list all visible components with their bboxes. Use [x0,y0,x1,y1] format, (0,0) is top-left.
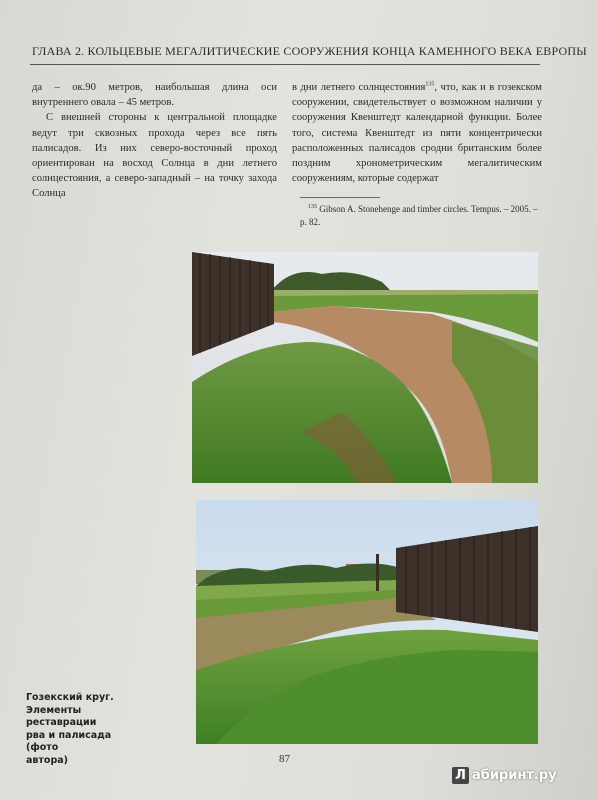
labirint-watermark [452,767,557,784]
labirint-logo-icon: Л [452,767,469,784]
photo-palisade-ditch-2 [196,500,538,744]
footnote-text: Gibson A. Stonehenge and timber circles. Tempus. – 2005. – p. 82. [300,204,538,227]
paragraph-text: , что, как и в гозекском сооружении, свидетельствует о возможном наличии у сооружения Квенштедт календарной функции. Более того, система Квенштедт из пяти концентрически расположенных палисадов сродни британским более поздним хронометрическим мегалитическим сооружениям, которые содержат [292,82,542,185]
caption-line: рва и палисада (фото [26,729,112,754]
photo-caption [26,692,146,768]
photo-palisade-ditch-1 [192,252,538,483]
paragraph [292,80,542,186]
caption-line: Элементы реставрации [26,704,97,729]
footnote-rule [300,197,380,198]
header-rule [30,64,540,65]
paragraph: С внешней стороны к центральной площадке ведут три сквозных прохода через все пять палисадов. Из них северо-восточный проход ориентирован на восход Солнца в дни летнего солнцестояния, а северо-западный – на точку захода Солнца [32,112,277,200]
footnote-reference[interactable]: 135 [425,81,435,88]
paragraph: да – ок.90 метров, наибольшая длина оси внутреннего овала – 45 метров. [32,82,277,109]
watermark-text: абиринт.ру [472,768,557,783]
footnote-number: 135 [308,204,317,210]
paragraph-text: в дни летнего солнцестояния [292,82,426,93]
chapter-header: ГЛАВА 2. КОЛЬЦЕВЫЕ МЕГАЛИТИЧЕСКИЕ СООРУЖЕНИЯ КОНЦА КАМЕННОГО ВЕКА ЕВРОПЫ [32,44,587,58]
text-column-left [32,80,277,202]
text-column-right [292,80,542,186]
caption-line: автора) [26,754,69,766]
page-number: 87 [279,753,290,765]
caption-line: Гозекский круг. [26,692,114,703]
footnote [300,203,540,229]
